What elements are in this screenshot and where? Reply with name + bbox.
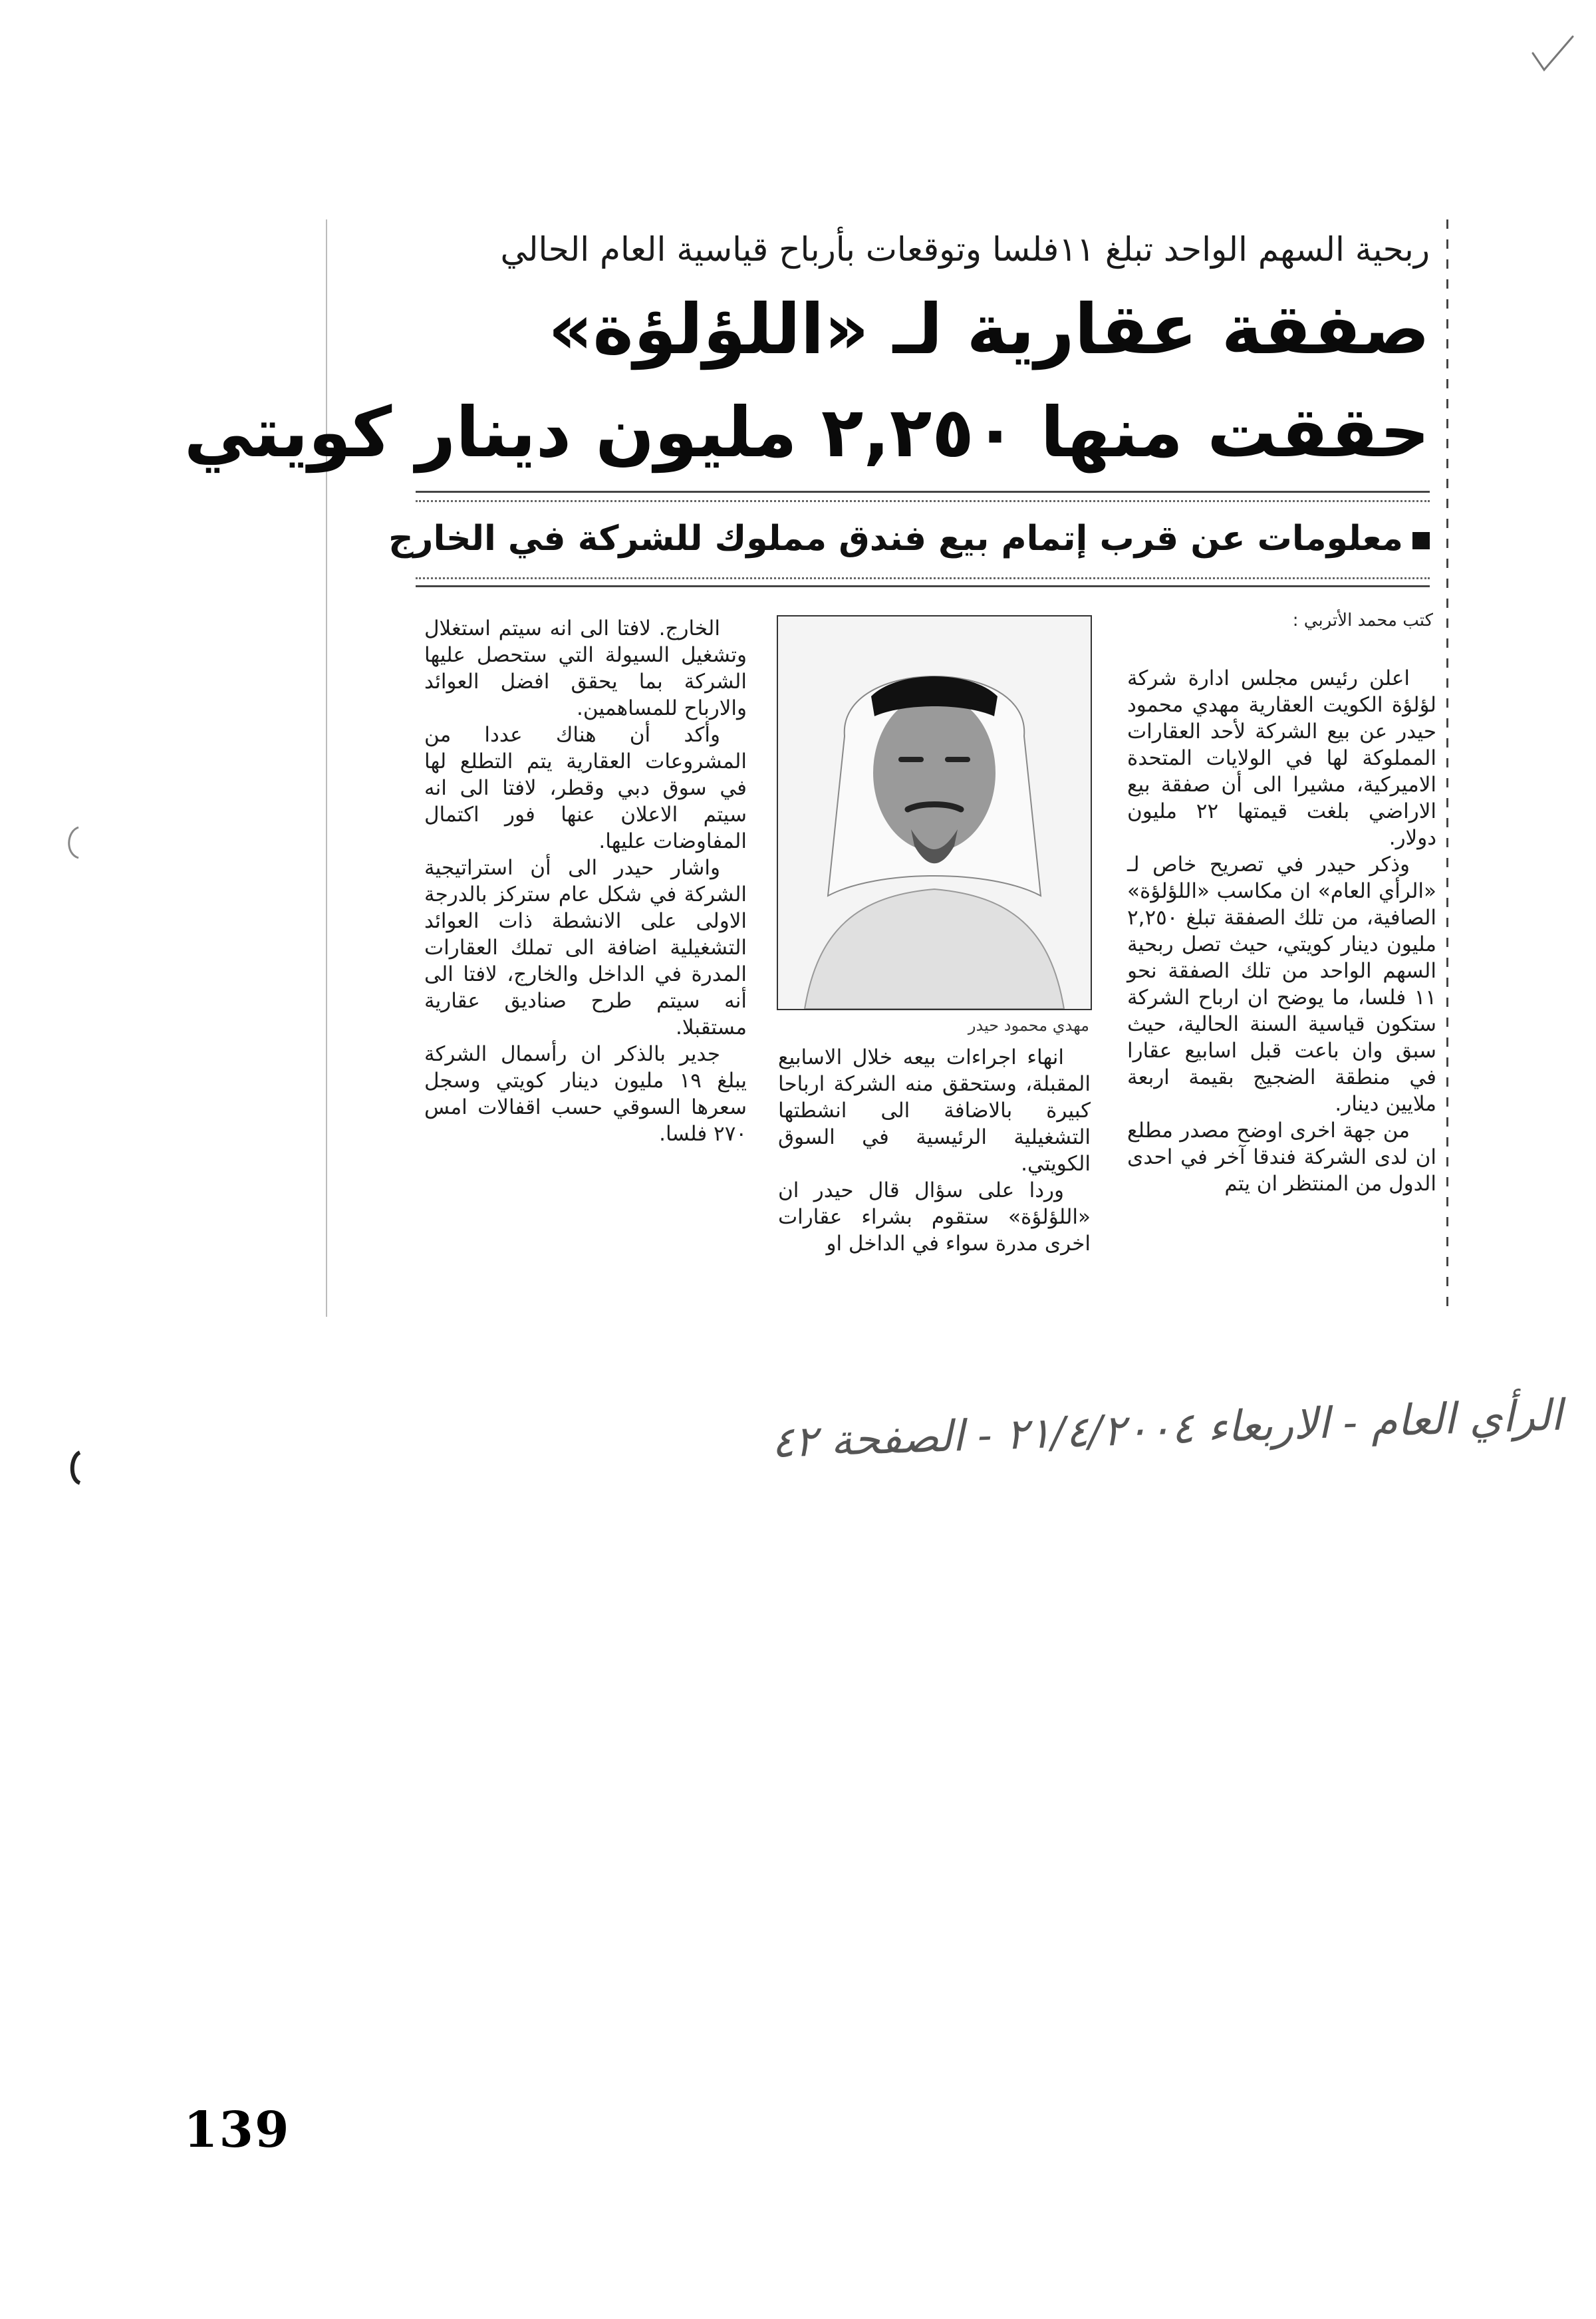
portrait-photo [777, 615, 1092, 1010]
bullet-square-icon [1412, 532, 1430, 549]
divider [416, 491, 1430, 493]
paragraph: جدير بالذكر ان رأسمال الشركة يبلغ ١٩ مليون دينار كويتي وسجل سعرها السوقي حسب اقفالات امس ٢٧٠ فلسا. [424, 1042, 747, 1146]
headline-line-2: حققت منها ٢,٢٥٠ مليون دينار كويتي [184, 392, 1430, 473]
punch-hole-icon [64, 1450, 84, 1486]
checkmark-icon [1530, 33, 1576, 80]
page-number: 139 [184, 2102, 291, 2159]
divider [416, 577, 1430, 579]
photo-caption: مهدي محمود حيدر [968, 1016, 1089, 1035]
portrait-image [778, 616, 1091, 1009]
article-kicker: ربحية السهم الواحد تبلغ ١١فلسا وتوقعات بأرباح قياسية العام الحالي [500, 230, 1430, 269]
headline-line-1: صفقة عقارية لـ «اللؤلؤة» [548, 289, 1430, 370]
article-column-1 [1127, 665, 1436, 1197]
byline: كتب محمد الأتربي : [1292, 611, 1433, 630]
divider [416, 500, 1430, 502]
paragraph: من جهة اخرى اوضح مصدر مطلع ان لدى الشركة فندقا آخر في احدى الدول من المنتظر ان يتم [1127, 1119, 1436, 1196]
punch-hole-icon [61, 825, 81, 861]
clipping-left-edge [326, 219, 327, 1317]
paragraph: الخارج. لافتا الى انه سيتم استغلال وتشغيل السيولة التي ستحصل عليها الشركة بما يحقق افضل العوائد والارباح للمساهمين. [424, 616, 747, 720]
subhead-text: معلومات عن قرب إتمام بيع فندق مملوك للشركة في الخارج [388, 519, 1403, 559]
handwritten-source-note [392, 1383, 1569, 1490]
article-column-2 [778, 1044, 1091, 1257]
paragraph: وأكد أن هناك عددا من المشروعات العقارية يتم التطلع لها في سوق دبي وقطر، لافتا الى انه سيتم الاعلان عنها فور اكتمال المفاوضات عليها. [424, 723, 747, 853]
paragraph: اعلن رئيس مجلس ادارة شركة لؤلؤة الكويت العقارية مهدي محمود حيدر عن بيع الشركة لأحد العقارات المملوكة لها في الولايات المتحدة الاميركية، مشيرا الى أن صفقة بيع الاراضي بلغت قيمتها ٢٢ مليون دولار. [1127, 666, 1436, 850]
divider [416, 585, 1430, 587]
paragraph: وذكر حيدر في تصريح خاص لـ «الرأي العام» ان مكاسب «اللؤلؤة» الصافية، من تلك الصفقة تبلغ ٢,٢٥٠ مليون دينار كويتي، حيث تصل ربحية السهم الواحد من تلك الصفقة نحو ١١ فلسا، ما يوضح ان ارباح الشركة ستكون قياسية السنة الحالية، حيث سبق وان باعت قبل اسابيع عقارا في منطقة الضجيج بقيمة اربعة ملايين دينار. [1127, 853, 1436, 1116]
paragraph: انهاء اجراءات بيعه خلال الاسابيع المقبلة، وستحقق منه الشركة ارباحا كبيرة بالاضافة الى انشطتها التشغيلية الرئيسية في السوق الكويتي. [778, 1045, 1091, 1176]
clipping-right-edge [1446, 219, 1448, 1317]
article-subhead [388, 515, 1430, 562]
article-column-3 [424, 615, 747, 1147]
paragraph: وردا على سؤال قال حيدر ان «اللؤلؤة» ستقوم بشراء عقارات اخرى مدرة سواء في الداخل او [778, 1178, 1091, 1256]
paragraph: واشار حيدر الى أن استراتيجية الشركة في شكل عام ستركز بالدرجة الاولى على الانشطة ذات العوائد التشغيلية اضافة الى تملك العقارات المدرة في الداخل والخارج، لافتا الى أنه سيتم طرح صناديق عقارية مستقبلا. [424, 856, 747, 1039]
handwritten-note-text: الرأي العام - الاربعاء ٢١/٤/٢٠٠٤ - الصفحة ٤٢ [770, 1391, 1563, 1468]
